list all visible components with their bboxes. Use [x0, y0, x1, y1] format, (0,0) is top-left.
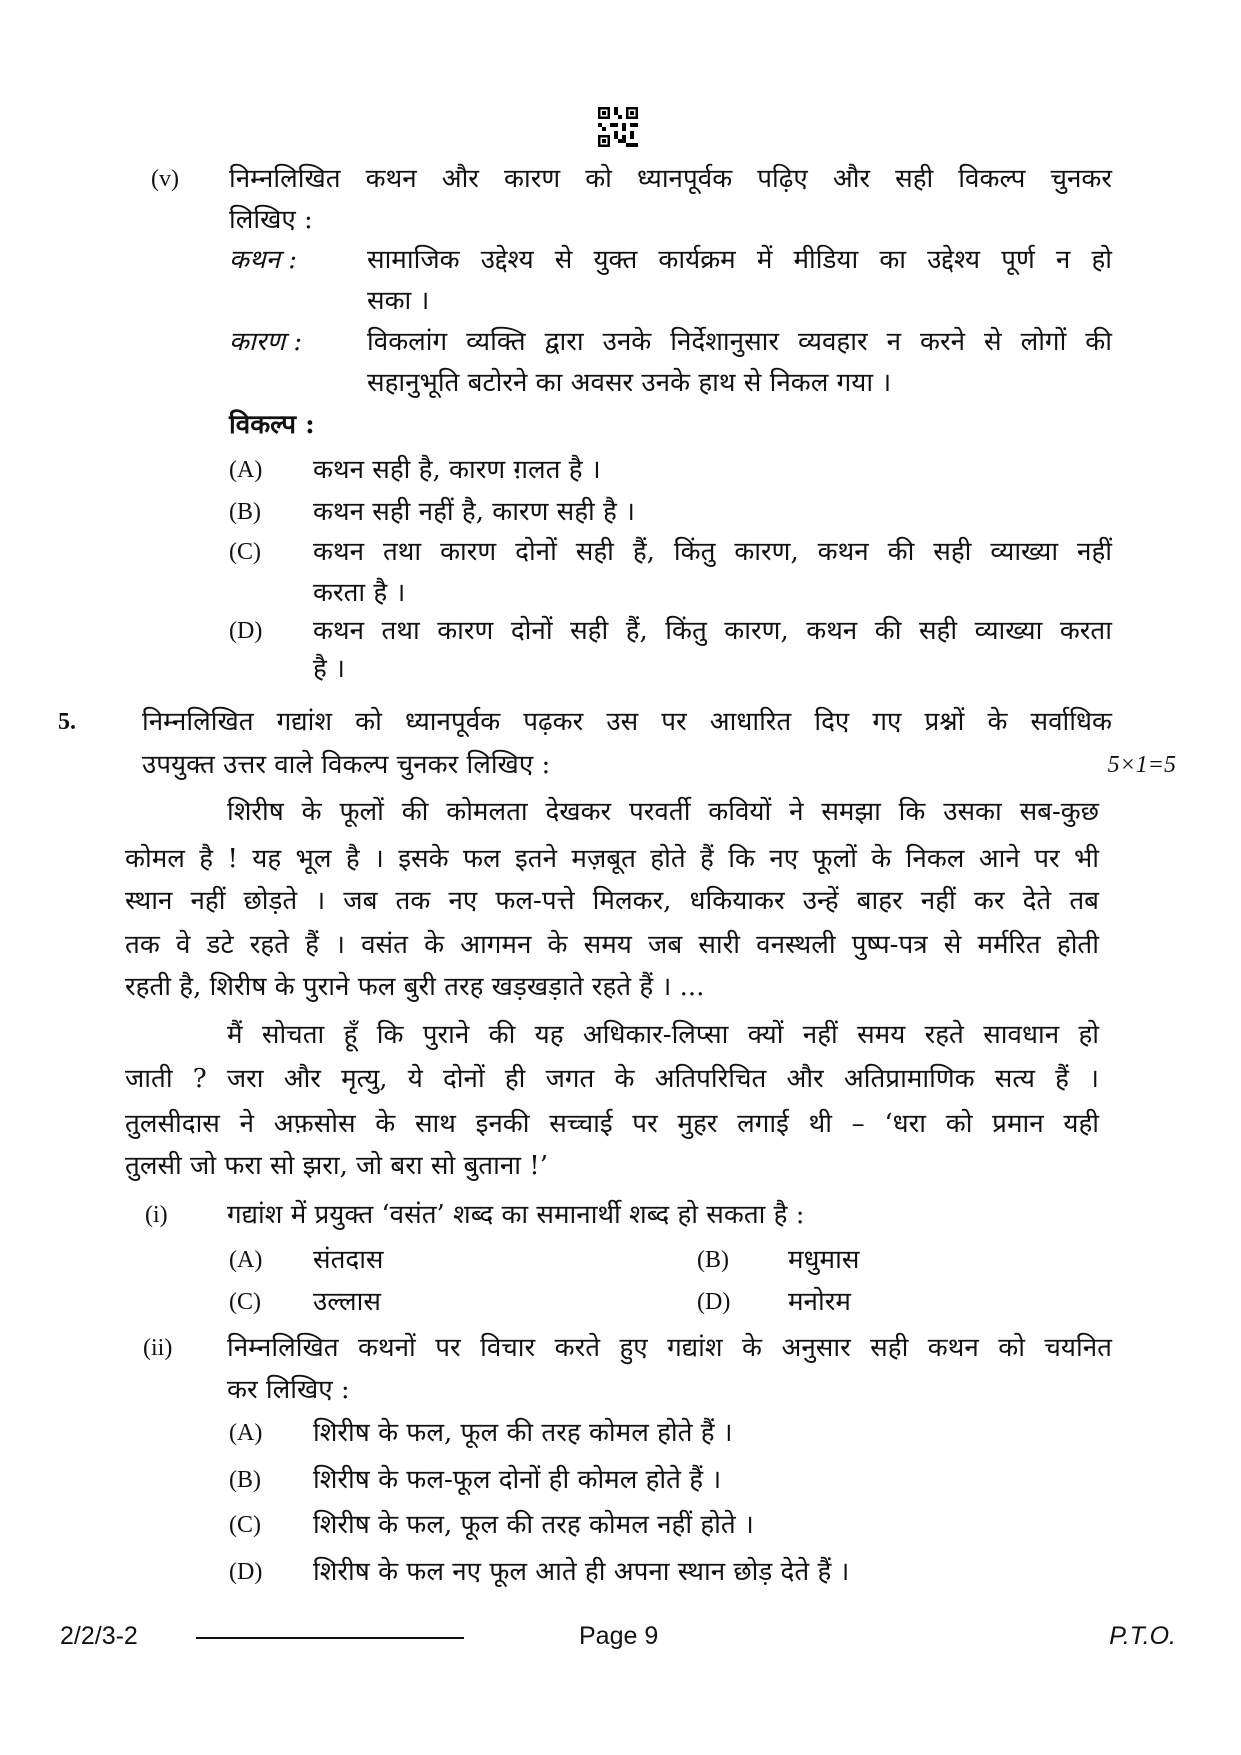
sub-question-text: गद्यांश में प्रयुक्त ‘वसंत’ शब्द का समानार्थी शब्द हो सकता है : — [227, 1200, 805, 1230]
option-text: है । — [313, 654, 345, 684]
marks: 5×1=5 — [1107, 752, 1176, 778]
question-text: निम्नलिखित गद्यांश को ध्यानपूर्वक पढ़कर उस पर आधारित दिए गए प्रश्नों के सर्वाधिक — [142, 707, 1112, 737]
option-label: (C) — [229, 539, 261, 565]
options-label: विकल्प : — [229, 410, 315, 440]
option-text: उल्लास — [313, 1287, 381, 1317]
passage-line: स्थान नहीं छोड़ते । जब तक नए फल-पत्ते मिलकर, धकियाकर उन्हें बाहर नहीं कर देते तब — [125, 886, 1099, 916]
option-label: (B) — [697, 1247, 729, 1273]
qr-code — [598, 106, 638, 148]
question-number: 5. — [58, 709, 76, 735]
option-text: शिरीष के फल, फूल की तरह कोमल होते हैं । — [313, 1418, 733, 1448]
option-label: (B) — [229, 1467, 261, 1493]
reason-text: विकलांग व्यक्ति द्वारा उनके निर्देशानुसार व्यवहार न करने से लोगों की — [367, 327, 1112, 357]
option-text: शिरीष के फल-फूल दोनों ही कोमल होते हैं । — [313, 1465, 722, 1495]
option-label: (D) — [229, 618, 263, 644]
option-label: (C) — [229, 1512, 261, 1538]
option-text: मधुमास — [788, 1245, 860, 1275]
option-label: (B) — [229, 499, 261, 525]
option-label: (A) — [229, 1420, 263, 1446]
option-text: शिरीष के फल नए फूल आते ही अपना स्थान छोड़ देते हैं । — [313, 1557, 850, 1587]
question-number: (v) — [151, 166, 179, 192]
passage-line: रहती है, शिरीष के पुराने फल बुरी तरह खड़खड़ाते रहते हैं । ... — [125, 972, 705, 1002]
reason-label: कारण : — [229, 327, 303, 357]
sub-question-number: (i) — [145, 1202, 168, 1228]
option-text: शिरीष के फल, फूल की तरह कोमल नहीं होते । — [313, 1510, 754, 1540]
passage-line: शिरीष के फूलों की कोमलता देखकर परवर्ती कवियों ने समझा कि उसका सब-कुछ — [227, 797, 1099, 827]
question-text: उपयुक्त उत्तर वाले विकल्प चुनकर लिखिए : — [142, 750, 551, 780]
option-label: (A) — [229, 1247, 263, 1273]
option-text: कथन सही है, कारण ग़लत है । — [313, 455, 601, 485]
passage-line: कोमल है ! यह भूल है । इसके फल इतने मज़बूत होते हैं कि नए फूलों के निकल आने पर भी — [125, 844, 1099, 874]
passage-line: मैं सोचता हूँ कि पुराने की यह अधिकार-लिप्सा क्यों नहीं समय रहते सावधान हो — [227, 1020, 1099, 1050]
sub-question-text: कर लिखिए : — [227, 1375, 350, 1405]
question-text: लिखिए : — [229, 205, 313, 235]
passage-line: तक वे डटे रहते हैं । वसंत के आगमन के समय जब सारी वनस्थली पुष्प-पत्र से मर्मरित होती — [125, 930, 1099, 960]
assertion-text: सामाजिक उद्देश्य से युक्त कार्यक्रम में मीडिया का उद्देश्य पूर्ण न हो — [367, 245, 1112, 275]
assertion-label: कथन : — [229, 245, 298, 275]
footer-divider — [196, 1637, 464, 1639]
option-label: (A) — [229, 457, 263, 483]
option-text: कथन सही नहीं है, कारण सही है । — [313, 497, 635, 527]
option-text: संतदास — [313, 1245, 384, 1275]
option-text: करता है । — [313, 578, 406, 608]
option-text: कथन तथा कारण दोनों सही हैं, किंतु कारण, कथन की सही व्याख्या नहीं — [313, 537, 1112, 567]
sub-question-number: (ii) — [143, 1335, 173, 1361]
reason-text: सहानुभूति बटोरने का अवसर उनके हाथ से निकल गया । — [367, 368, 892, 398]
passage-line: तुलसीदास ने अफ़सोस के साथ इनकी सच्चाई पर मुहर लगाई थी – ‘धरा को प्रमान यही — [125, 1109, 1099, 1139]
option-label: (C) — [229, 1289, 261, 1315]
option-text: मनोरम — [788, 1287, 851, 1317]
passage-line: जाती ? जरा और मृत्यु, ये दोनों ही जगत के अतिपरिचित और अतिप्रामाणिक सत्य हैं । — [125, 1064, 1099, 1094]
option-label: (D) — [697, 1289, 731, 1315]
page-number: Page 9 — [579, 1622, 659, 1650]
assertion-text: सका । — [367, 286, 430, 316]
option-text: कथन तथा कारण दोनों सही हैं, किंतु कारण, कथन की सही व्याख्या करता — [313, 616, 1112, 646]
please-turn-over: P.T.O. — [1109, 1622, 1176, 1650]
paper-code: 2/2/3-2 — [60, 1622, 138, 1650]
question-text: निम्नलिखित कथन और कारण को ध्यानपूर्वक पढ़िए और सही विकल्प चुनकर — [229, 164, 1112, 194]
passage-line: तुलसी जो फरा सो झरा, जो बरा सो बुताना !’ — [125, 1151, 549, 1181]
option-label: (D) — [229, 1559, 263, 1585]
sub-question-text: निम्नलिखित कथनों पर विचार करते हुए गद्यांश के अनुसार सही कथन को चयनित — [227, 1333, 1112, 1363]
